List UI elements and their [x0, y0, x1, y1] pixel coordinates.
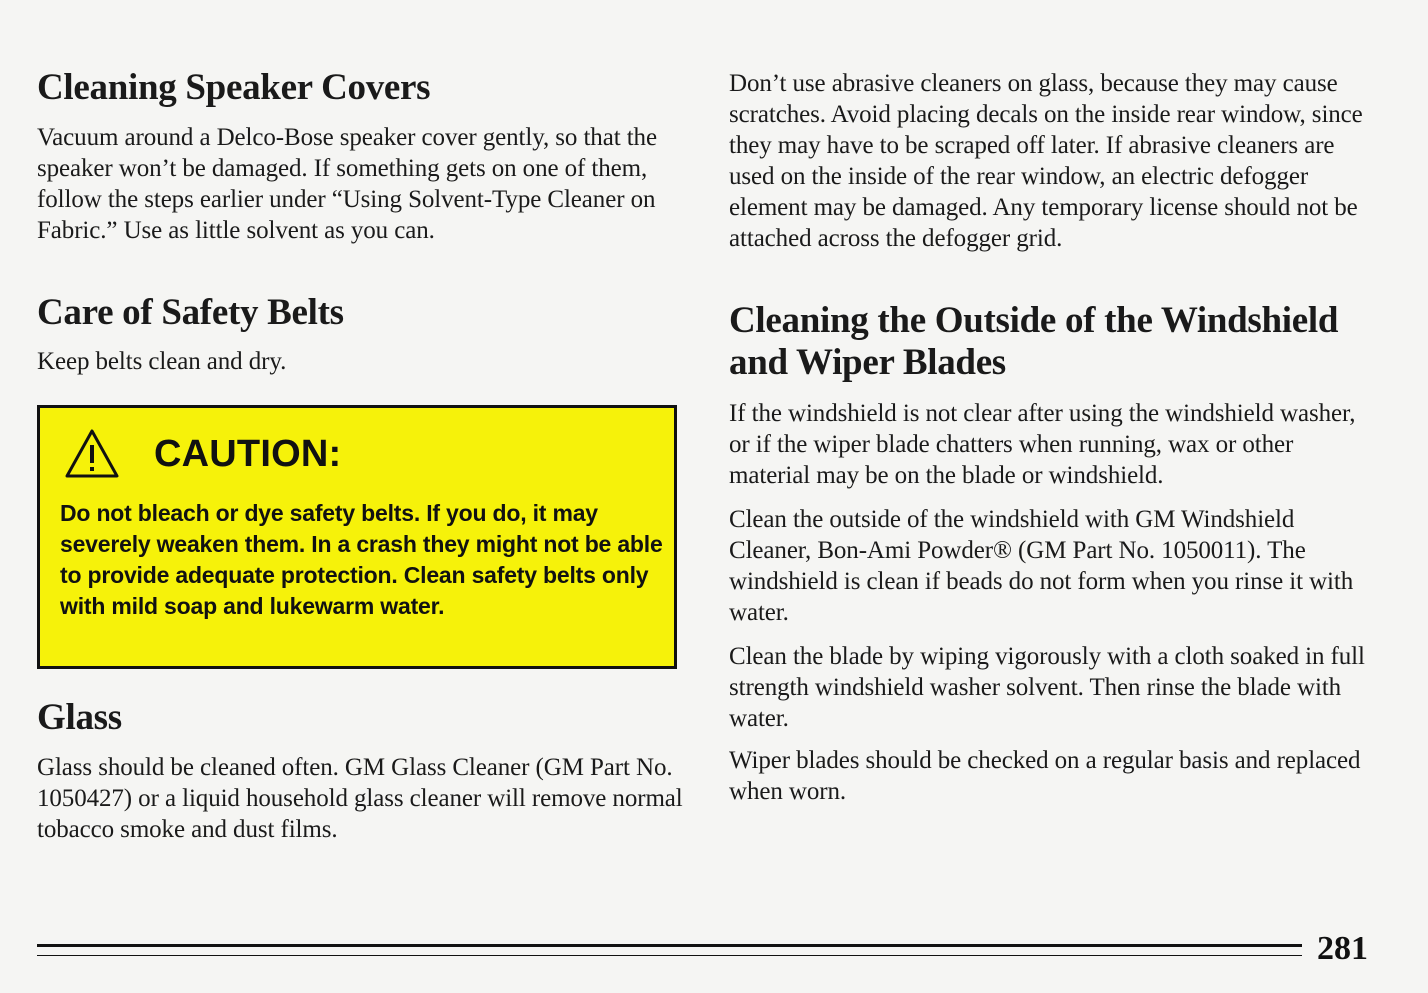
glass-continued-text: Don’t use abrasive cleaners on glass, because they may cause scratches. Avoid placing decals on the inside rear window, since they may have to be scraped off later. If abrasive cleaners are used on the inside of the rear window, an electric defogger element may be damaged. Any temporary license should not be attached across the defogger grid. — [729, 70, 1363, 252]
speaker-covers-text: Vacuum around a Delco-Bose speaker cover gently, so that the speaker won’t be damaged. If something gets on one of them, follow the steps earlier under “Using Solvent-Type Cleaner on Fabric.” Use as little solvent as you can. — [37, 124, 657, 244]
footer-rule-thick — [37, 944, 1302, 947]
windshield-paragraph-3: Clean the blade by wiping vigorously with a cloth soaked in full strength windshield washer solvent. Then rinse the blade with water. — [729, 643, 1365, 732]
page-number: 281 — [1317, 930, 1368, 967]
windshield-paragraph-1: If the windshield is not clear after using the windshield washer, or if the wiper blade chatters when running, wax or other material may be on the blade or windshield. — [729, 400, 1356, 489]
windshield-paragraph-4: Wiper blades should be checked on a regular basis and replaced when worn. — [729, 747, 1361, 805]
windshield-heading: Cleaning the Outside of the Windshield and Wiper Blades — [729, 300, 1339, 383]
warning-triangle-icon — [64, 428, 120, 480]
speaker-covers-heading: Cleaning Speaker Covers — [37, 67, 431, 108]
safety-belts-heading: Care of Safety Belts — [37, 292, 344, 333]
glass-text: Glass should be cleaned often. GM Glass Cleaner (GM Part No. 1050427) or a liquid household glass cleaner will remove normal tobacco smoke and dust films. — [37, 754, 683, 843]
footer-rule — [37, 944, 1302, 956]
windshield-paragraph-2: Clean the outside of the windshield with GM Windshield Cleaner, Bon-Ami Powder® (GM Part No. 1050011). The windshield is clean if beads do not form when you rinse it with water. — [729, 506, 1354, 626]
caution-box — [37, 405, 677, 669]
caution-header — [64, 428, 341, 480]
caution-text: Do not bleach or dye safety belts. If you do, it may severely weaken them. In a crash they might not be able to provide adequate protection. Clean safety belts only with mild soap and lukewarm water. — [60, 500, 663, 619]
caution-title: CAUTION: — [154, 432, 342, 475]
footer-rule-thin — [37, 955, 1302, 956]
safety-belts-text: Keep belts clean and dry. — [37, 348, 287, 375]
glass-heading: Glass — [37, 697, 122, 738]
